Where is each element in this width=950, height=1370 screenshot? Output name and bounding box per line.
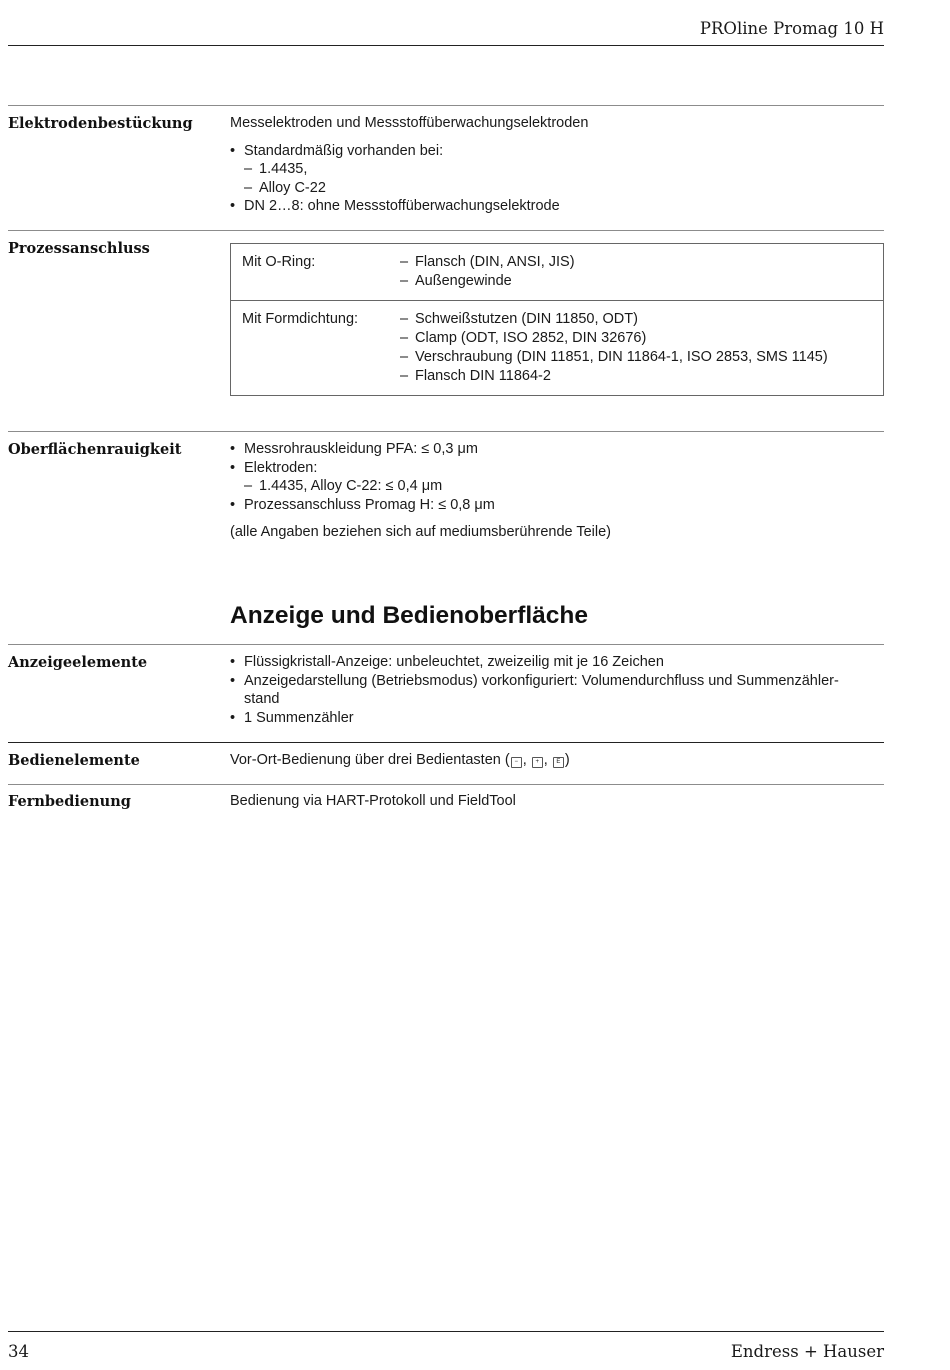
elektroden-intro: Messelektroden und Messstoffüberwachungselektroden bbox=[230, 115, 589, 131]
divider bbox=[8, 644, 884, 645]
fern-content: Bedienung via HART-Protokoll und FieldTool bbox=[230, 793, 516, 809]
footer-brand: Endress + Hauser bbox=[730, 1342, 884, 1361]
anzeige-content bbox=[230, 653, 885, 727]
list-item: – Alloy C-22 bbox=[244, 179, 885, 198]
enter-key-icon: E bbox=[553, 757, 564, 768]
divider bbox=[8, 431, 884, 432]
oberflaeche-note: (alle Angaben beziehen sich auf mediumsberührende Teile) bbox=[230, 524, 612, 540]
plus-key-icon: + bbox=[532, 757, 543, 768]
list-item: • 1 Summenzähler bbox=[230, 709, 885, 728]
oberflaeche-list bbox=[230, 440, 885, 514]
divider bbox=[8, 105, 884, 106]
list-item: • Elektroden: – 1.4435, Alloy C-22: ≤ 0,4 μm bbox=[230, 459, 885, 496]
list-item: • DN 2…8: ohne Messstoffüberwachungselektrode bbox=[230, 197, 885, 216]
anzeige-list bbox=[230, 653, 885, 727]
list-item: – Schweißstutzen (DIN 11850, ODT) bbox=[400, 310, 883, 329]
divider bbox=[8, 742, 884, 743]
elektroden-content bbox=[230, 114, 885, 216]
table-cell bbox=[389, 301, 884, 396]
label-elektrodenbestueckung: Elektrodenbestückung bbox=[8, 115, 193, 132]
running-header: PROline Promag 10 H bbox=[699, 19, 884, 38]
prozess-table bbox=[230, 243, 884, 396]
label-oberflaechenrauigkeit: Oberflächenrauigkeit bbox=[8, 441, 182, 458]
table-row bbox=[231, 301, 884, 396]
header-rule bbox=[8, 45, 884, 46]
sub-list bbox=[244, 477, 885, 496]
list-item: • Standardmäßig vorhanden bei: – 1.4435, – Alloy C-22 bbox=[230, 142, 885, 198]
label-fernbedienung: Fernbedienung bbox=[8, 793, 131, 810]
list-item: – Verschraubung (DIN 11851, DIN 11864-1, ISO 2853, SMS 1145) bbox=[400, 348, 883, 367]
label-bedienelemente: Bedienelemente bbox=[8, 752, 140, 769]
sub-list bbox=[244, 160, 885, 197]
list-item: • Flüssigkristall-Anzeige: unbeleuchtet, zweizeilig mit je 16 Zeichen bbox=[230, 653, 885, 672]
divider bbox=[8, 230, 884, 231]
list-item: – 1.4435, bbox=[244, 160, 885, 179]
table-cell: Mit Formdichtung: bbox=[231, 301, 390, 396]
label-prozessanschluss: Prozessanschluss bbox=[8, 240, 150, 257]
oberflaeche-content bbox=[230, 440, 885, 542]
divider bbox=[8, 784, 884, 785]
elektroden-list bbox=[230, 142, 885, 216]
list-item: – Clamp (ODT, ISO 2852, DIN 32676) bbox=[400, 329, 883, 348]
list-item: – Flansch DIN 11864-2 bbox=[400, 367, 883, 386]
list-item: – Flansch (DIN, ANSI, JIS) bbox=[400, 253, 883, 272]
list-item: – Außengewinde bbox=[400, 272, 883, 291]
table-cell: Mit O-Ring: bbox=[242, 254, 316, 270]
list-item: • Anzeigedarstellung (Betriebsmodus) vorkonfiguriert: Volumendurchfluss und Summenzähler- stand bbox=[230, 672, 885, 709]
footer-rule bbox=[8, 1331, 884, 1332]
page-number: 34 bbox=[8, 1342, 29, 1361]
section-title: Anzeige und Bedienoberfläche bbox=[230, 602, 589, 629]
table-row bbox=[231, 244, 884, 301]
minus-key-icon: − bbox=[511, 757, 522, 768]
table-cell bbox=[389, 244, 884, 301]
list-item: – 1.4435, Alloy C-22: ≤ 0,4 μm bbox=[244, 477, 885, 496]
label-anzeigeelemente: Anzeigeelemente bbox=[8, 654, 148, 671]
list-item: • Messrohrauskleidung PFA: ≤ 0,3 μm bbox=[230, 440, 885, 459]
bedien-content: Vor-Ort-Bedienung über drei Bedientasten ( − , + , E ) bbox=[230, 752, 570, 768]
list-item: • Prozessanschluss Promag H: ≤ 0,8 μm bbox=[230, 496, 885, 515]
